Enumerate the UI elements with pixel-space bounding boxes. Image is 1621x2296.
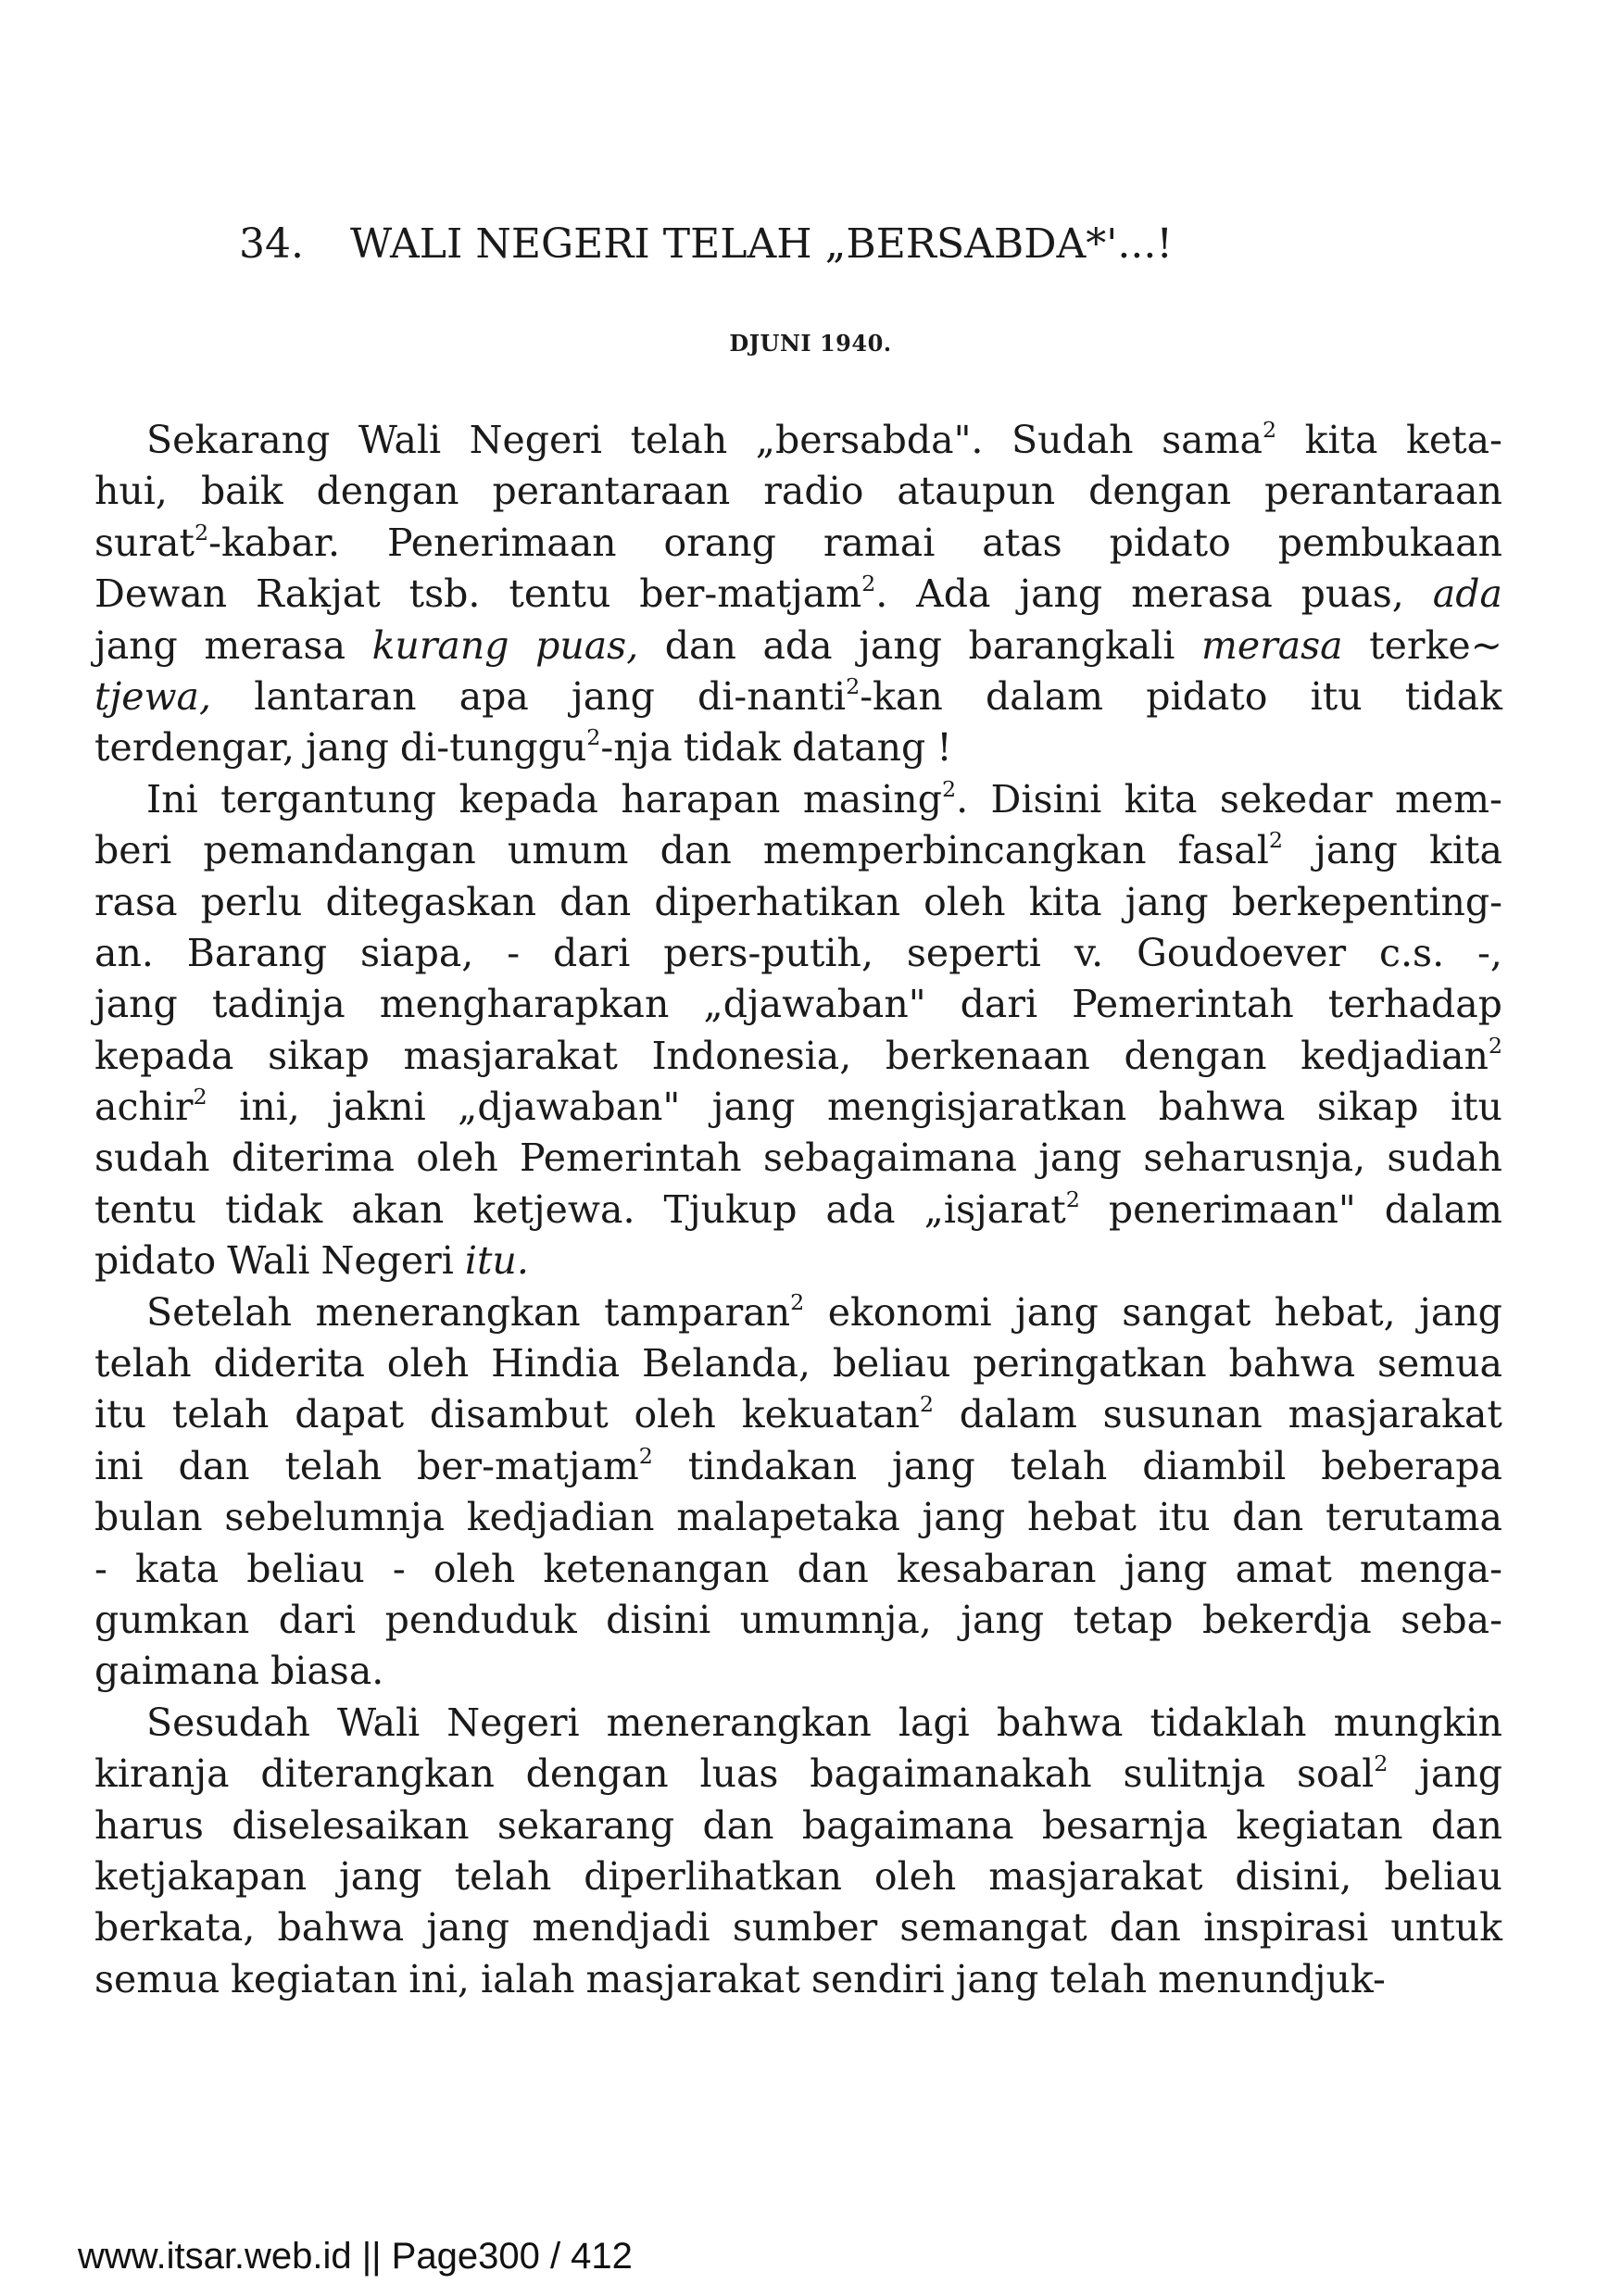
text-line: tentu tidak akan ketjewa. Tjukup ada „isjarat$^2$ penerimaan" dalam <box>94 1186 1502 1232</box>
text-line: sudah diterima oleh Pemerintah sebagaimana jang seharusnja, sudah <box>94 1135 1502 1181</box>
text-line: jang tadinja mengharapkan „djawaban" dari Pemerintah terhadap <box>94 982 1502 1027</box>
text-line: rasa perlu ditegaskan dan diperhatikan oleh kita jang berkepenting- <box>94 879 1502 924</box>
text-line: Sekarang Wali Negeri telah „bersabda". Sudah sama$^2$ kita keta- <box>146 416 1502 462</box>
chapter-title: WALI NEGERI TELAH „BERSABDA*'...! <box>350 220 1174 268</box>
text-line: pidato Wali Negeri itu. <box>94 1238 529 1284</box>
text-line: ketjakapan jang telah diperlihatkan oleh masjarakat disini, beliau <box>94 1853 1502 1899</box>
page-footer: www.itsar.web.id || Page300 / 412 <box>78 2236 633 2277</box>
text-line: achir$^2$ ini, jakni „djawaban" jang mengisjaratkan bahwa sikap itu <box>94 1084 1502 1130</box>
text-line: kepada sikap masjarakat Indonesia, berkenaan dengan kedjadian$^2$ <box>94 1032 1502 1078</box>
text-line: itu telah dapat disambut oleh kekuatan$^2$ dalam susunan masjarakat <box>94 1391 1502 1437</box>
text-line: tjewa, lantaran apa jang di-nanti$^2$-kan dalam pidato itu tidak <box>94 672 1502 719</box>
text-line: terdengar, jang di-tunggu$^2$-nja tidak datang ! <box>94 724 952 771</box>
chapter-number: 34. <box>239 220 304 268</box>
text-line: Sesudah Wali Negeri menerangkan lagi bahwa tidaklah mungkin <box>146 1700 1502 1745</box>
text-line: hui, baik dengan perantaraan radio ataupun dengan perantaraan <box>94 469 1502 514</box>
text-line: semua kegiatan ini, ialah masjarakat sendiri jang telah menundjuk- <box>94 1956 1386 2001</box>
text-line: berkata, bahwa jang mendjadi sumber semangat dan inspirasi untuk <box>94 1905 1502 1951</box>
text-line: ini dan telah ber-matjam$^2$ tindakan jang telah diambil beberapa <box>94 1442 1502 1488</box>
text-line: gumkan dari penduduk disini umumnja, jang tetap bekerdja seba- <box>94 1597 1502 1642</box>
text-line: harus diselesaikan sekarang dan bagaimana besarnja kegiatan dan <box>94 1802 1502 1848</box>
text-line: kiranja diterangkan dengan luas bagaimanakah sulitnja soal$^2$ jang <box>94 1750 1502 1797</box>
text-line: an. Barang siapa, - dari pers-putih, seperti v. Goudoever c.s. -, <box>94 930 1502 975</box>
text-line: Setelah menerangkan tamparan$^2$ ekonomi jang sangat hebat, jang <box>146 1288 1502 1335</box>
text-line: gaimana biasa. <box>94 1649 384 1694</box>
text-line: surat$^2$-kabar. Penerimaan orang ramai atas pidato pembukaan <box>94 519 1502 565</box>
text-line: Dewan Rakjat tsb. tentu ber-matjam$^2$. Ada jang merasa puas, ada <box>94 571 1502 617</box>
text-line: jang merasa kurang puas, dan ada jang barangkali merasa terke~ <box>94 622 1502 668</box>
text-line: telah diderita oleh Hindia Belanda, beliau peringatkan bahwa semua <box>94 1341 1502 1386</box>
article-date: DJUNI 1940. <box>729 330 892 357</box>
text-line: bulan sebelumnja kedjadian malapetaka jang hebat itu dan terutama <box>94 1495 1502 1540</box>
text-line: beri pemandangan umum dan memperbincangkan fasal$^2$ jang kita <box>94 827 1502 873</box>
text-line: - kata beliau - oleh ketenangan dan kesabaran jang amat menga- <box>94 1546 1502 1591</box>
article-body <box>94 415 1502 2005</box>
chapter-heading <box>239 220 1443 268</box>
text-line: Ini tergantung kepada harapan masing$^2$. Disini kita sekedar mem- <box>146 775 1502 822</box>
